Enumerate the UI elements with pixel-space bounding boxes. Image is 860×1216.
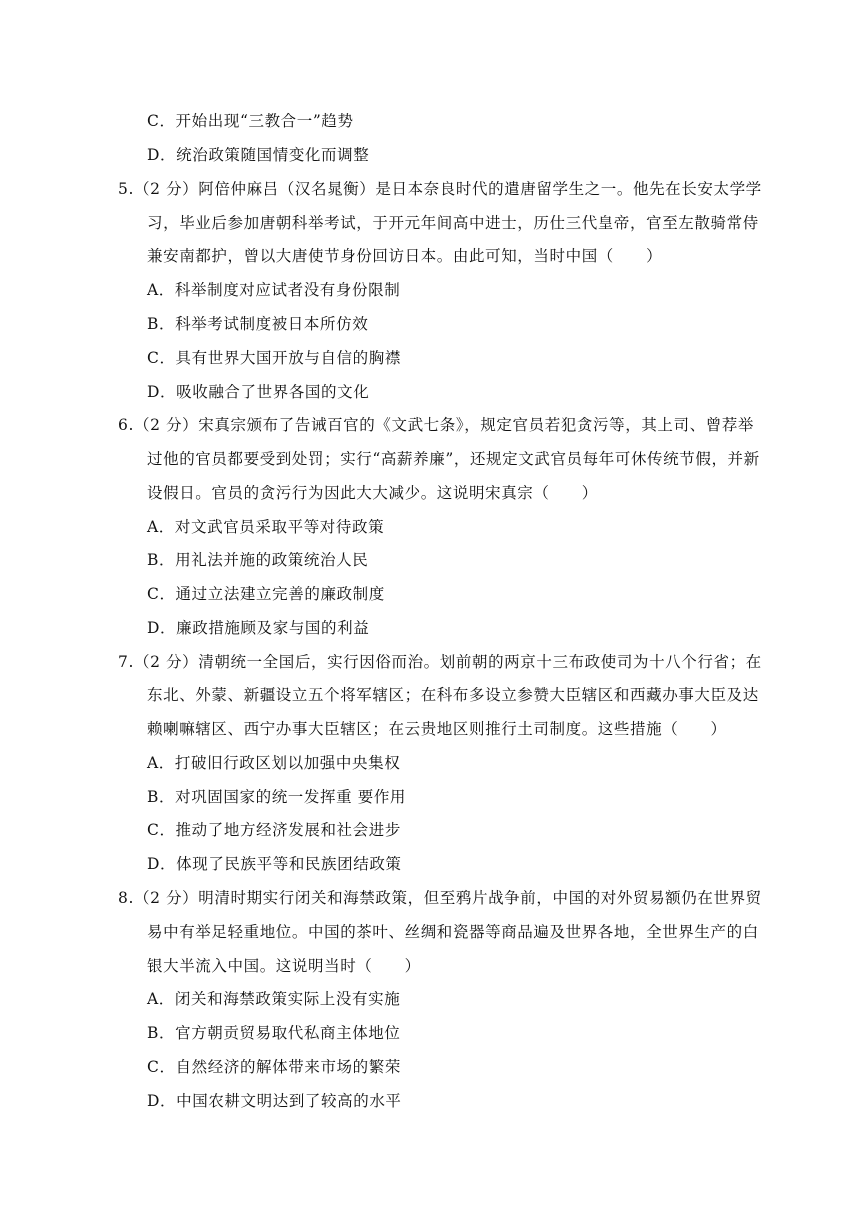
question-6-stem-line-2: 过他的官员都要受到处罚；实行“高薪养廉”，还规定文武官员每年可休传统节假，并新 xyxy=(147,450,760,468)
question-8-stem-line-1: 8.（2 分）明清时期实行闭关和海禁政策，但至鸦片战争前，中国的对外贸易额仍在世界贸 xyxy=(118,889,762,907)
question-8-option-a: A．闭关和海禁政策实际上没有实施 xyxy=(147,990,401,1008)
question-6-option-d: D．廉政措施顾及家与国的利益 xyxy=(147,619,370,637)
question-7-stem-line-2: 东北、外蒙、新疆设立五个将军辖区；在科布多设立参赞大臣辖区和西藏办事大臣及达 xyxy=(147,686,759,704)
question-5-option-d: D．吸收融合了世界各国的文化 xyxy=(147,383,370,401)
question-5-option-b: B．科举考试制度被日本所仿效 xyxy=(147,315,369,333)
question-7-option-b: B．对巩固国家的统一发挥重 要作用 xyxy=(147,788,407,806)
prev-option-d: D．统治政策随国情变化而调整 xyxy=(147,146,370,164)
question-8-option-b: B．官方朝贡贸易取代私商主体地位 xyxy=(147,1024,401,1042)
question-7-stem-line-3: 赖喇嘛辖区、西宁办事大臣辖区；在云贵地区则推行土司制度。这些措施（ ） xyxy=(147,720,727,738)
question-7-stem-line-1: 7.（2 分）清朝统一全国后，实行因俗而治。划前朝的两京十三布政使司为十八个行省；在 xyxy=(118,653,762,671)
question-6-stem-line-1: 6.（2 分）宋真宗颁布了告诫百官的《文武七条》，规定官员若犯贪污等，其上司、曾荐举 xyxy=(118,416,755,434)
question-6-option-a: A．对文武官员采取平等对待政策 xyxy=(147,518,385,536)
question-5-stem-line-2: 习，毕业后参加唐朝科举考试，于开元年间高中进士，历仕三代皇帝，官至左散骑常侍 xyxy=(147,214,759,232)
question-5-stem-line-3: 兼安南都护，曾以大唐使节身份回访日本。由此可知，当时中国（ ） xyxy=(147,247,663,265)
question-7-option-d: D．体现了民族平等和民族团结政策 xyxy=(147,855,402,873)
question-6-option-c: C．通过立法建立完善的廉政制度 xyxy=(147,585,385,603)
question-8-stem-line-2: 易中有举足轻重地位。中国的茶叶、丝绸和瓷器等商品遍及世界各地，全世界生产的白 xyxy=(147,923,759,941)
prev-option-c: C．开始出现“三教合一”趋势 xyxy=(147,112,354,130)
question-8-stem-line-3: 银大半流入中国。这说明当时（ ） xyxy=(147,957,421,975)
question-6-stem-line-3: 设假日。官员的贪污行为因此大大减少。这说明宋真宗（ ） xyxy=(147,484,598,502)
question-6-option-b: B．用礼法并施的政策统治人民 xyxy=(147,551,369,569)
question-5-stem-line-1: 5.（2 分）阿倍仲麻吕（汉名晁衡）是日本奈良时代的遣唐留学生之一。他先在长安太学学 xyxy=(118,180,762,198)
question-8-option-d: D．中国农耕文明达到了较高的水平 xyxy=(147,1092,402,1110)
question-7-option-a: A．打破旧行政区划以加强中央集权 xyxy=(147,754,401,772)
question-5-option-c: C．具有世界大国开放与自信的胸襟 xyxy=(147,349,401,367)
question-5-option-a: A．科举制度对应试者没有身份限制 xyxy=(147,281,401,299)
question-8-option-c: C．自然经济的解体带来市场的繁荣 xyxy=(147,1058,401,1076)
question-7-option-c: C．推动了地方经济发展和社会进步 xyxy=(147,821,401,839)
